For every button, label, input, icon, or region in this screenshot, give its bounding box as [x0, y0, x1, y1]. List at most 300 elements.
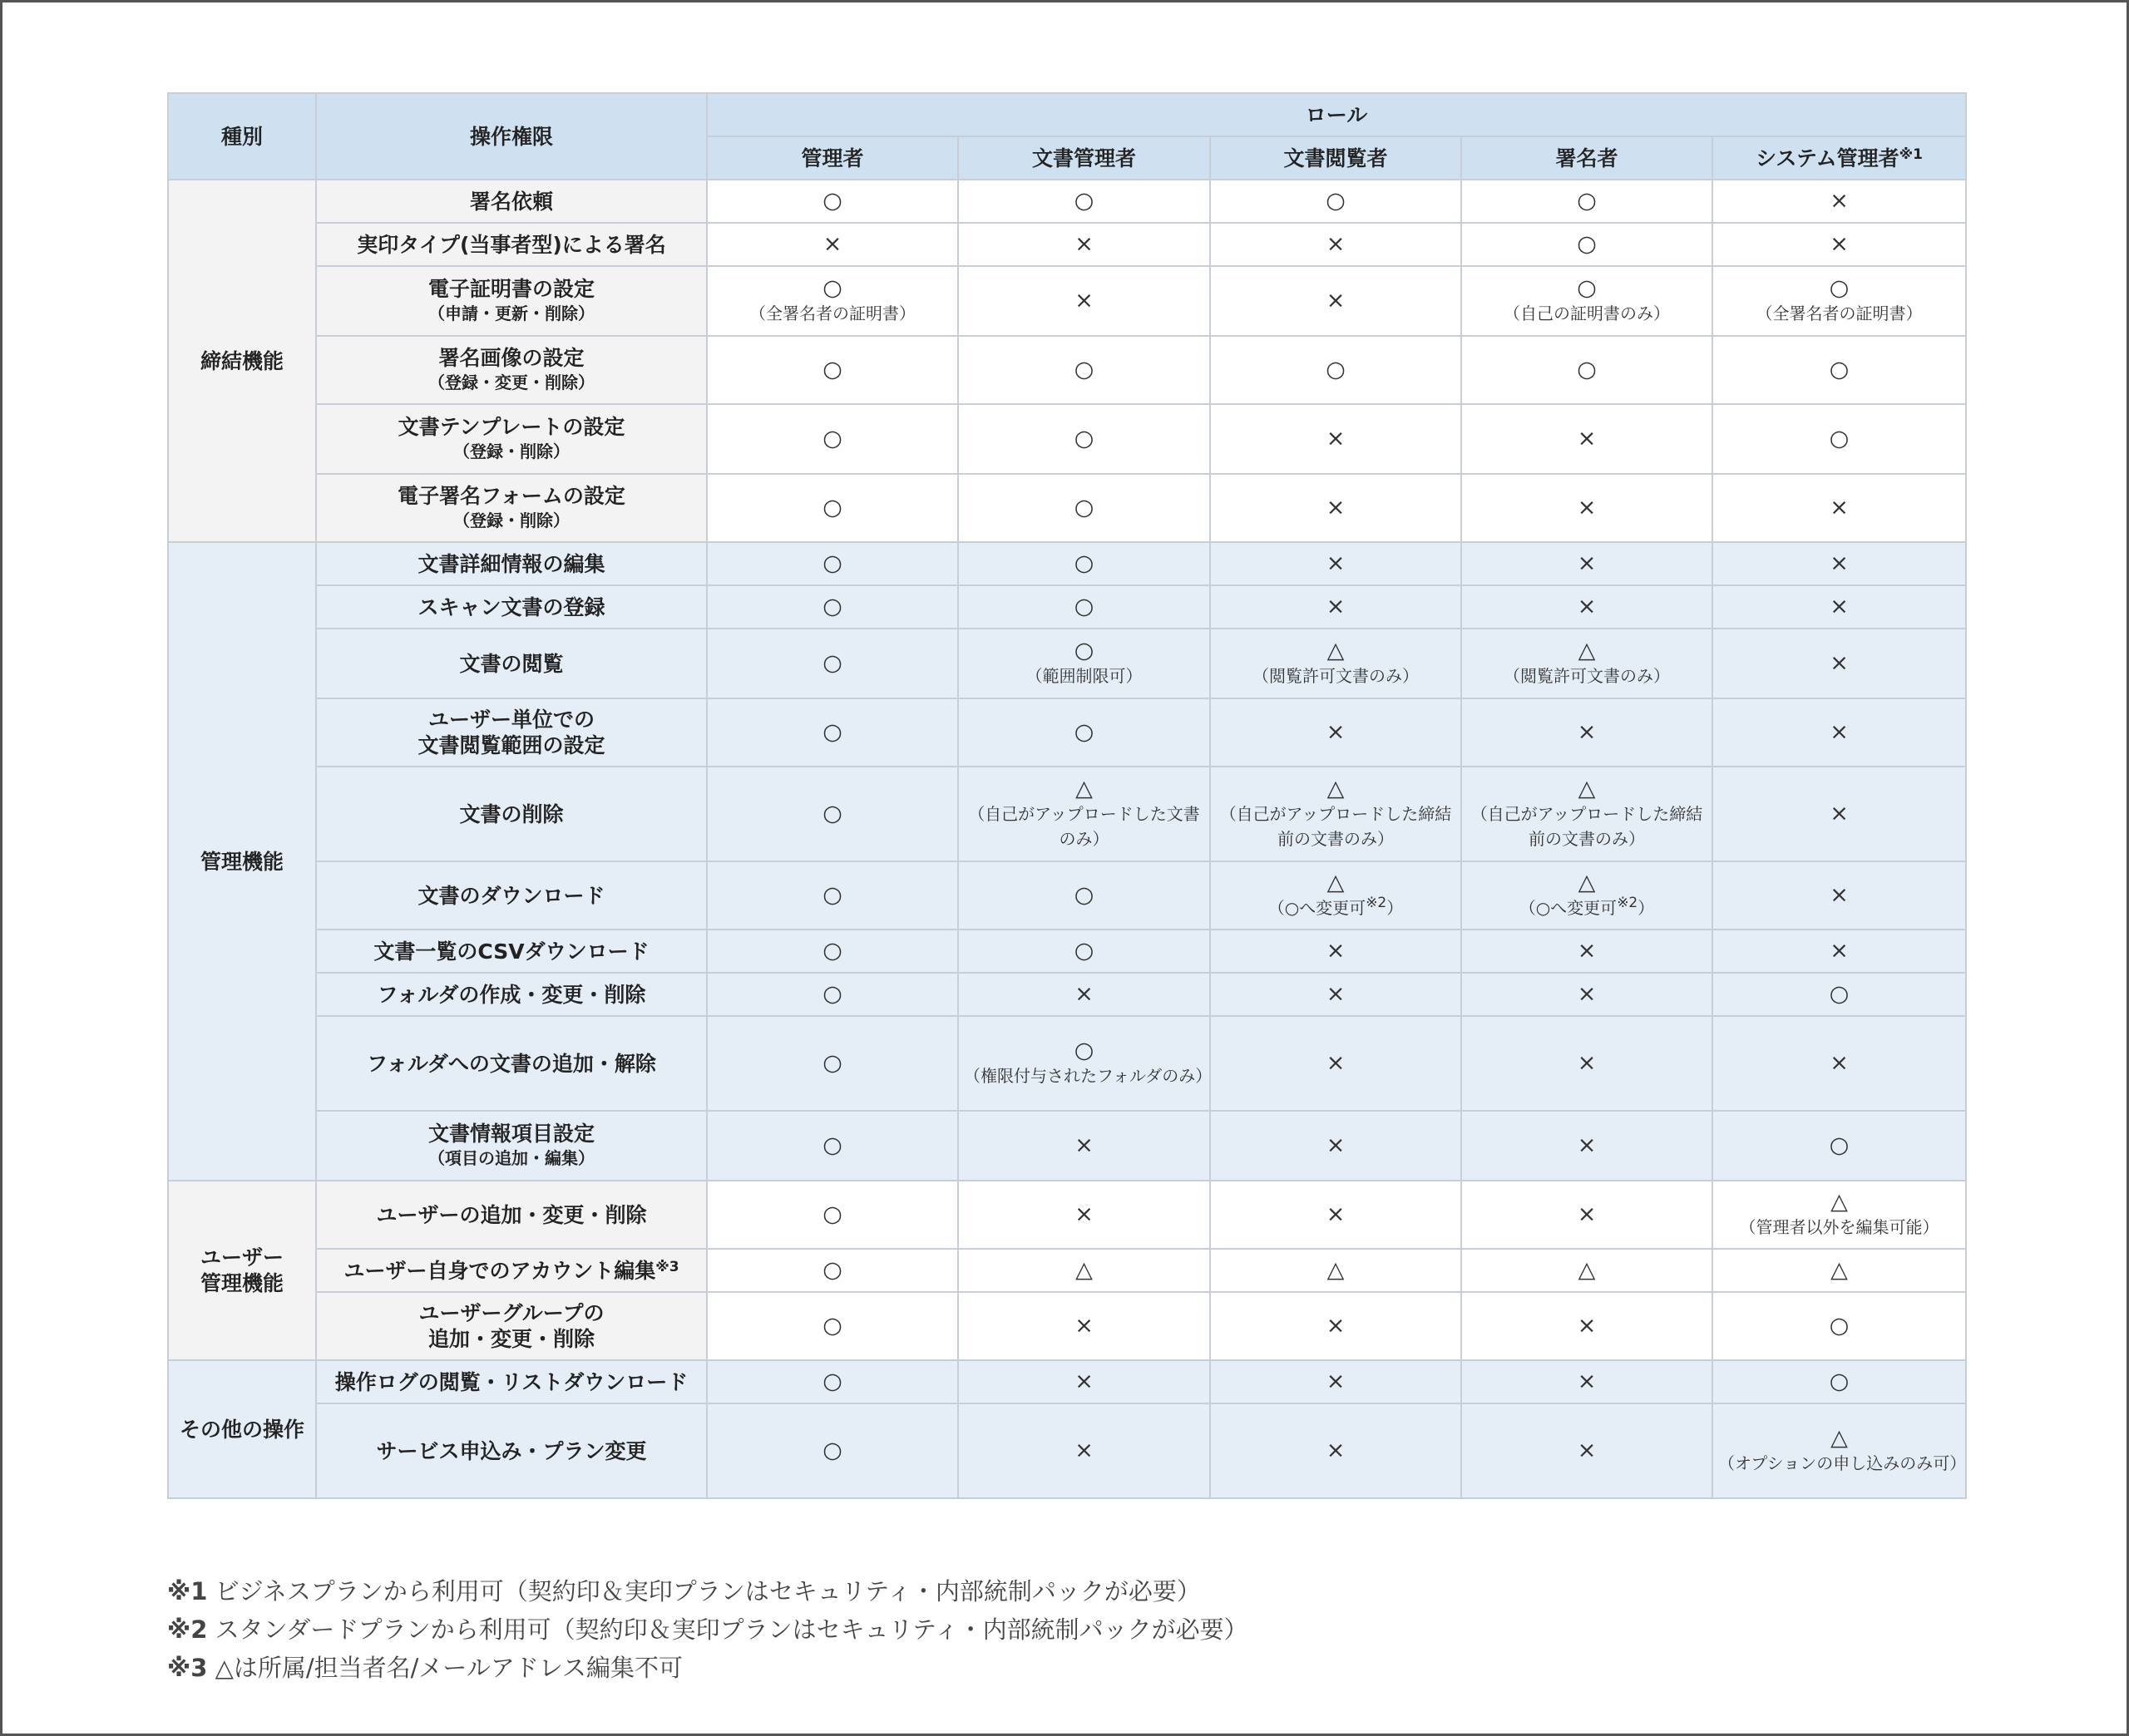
permission-cell: [707, 930, 958, 973]
permission-note: [964, 1063, 1213, 1088]
permission-symbol: ×: [1074, 288, 1094, 313]
permission-cell: [707, 698, 958, 767]
permission-cell: [958, 1403, 1210, 1498]
permission-symbol: ×: [1577, 426, 1597, 451]
permission-cell: [1461, 767, 1712, 861]
table-header: [168, 93, 1966, 180]
permission-note: [1216, 895, 1455, 920]
permission-cell: [958, 266, 1210, 336]
operation-label: ユーザーの追加・変更・削除: [376, 1202, 647, 1227]
permission-note: [1718, 1215, 1960, 1240]
permission-symbol: ×: [1577, 550, 1597, 576]
permission-note-text: （○へ変更可: [1519, 898, 1618, 918]
permission-symbol: ×: [1577, 938, 1597, 964]
footnote-mark: ※2: [167, 1615, 208, 1644]
permission-symbol: ○: [1074, 550, 1094, 576]
permission-cell: [1461, 266, 1712, 336]
permission-note-footnote-mark: ※2: [1617, 895, 1638, 911]
permission-symbol: ×: [1326, 231, 1346, 257]
permission-symbol: ○: [1074, 495, 1094, 520]
header-role: [958, 136, 1210, 180]
permission-symbol: ○: [1074, 882, 1094, 908]
permission-symbol: ×: [1577, 1313, 1597, 1339]
operation-label: 文書詳細情報の編集: [417, 551, 605, 576]
permission-symbol: ×: [1326, 1132, 1346, 1158]
permission-symbol: △: [1075, 776, 1093, 801]
header-category: 種別: [168, 93, 316, 180]
permission-cell: [1210, 336, 1461, 404]
table-row: [168, 474, 1966, 542]
permission-cell: [958, 474, 1210, 542]
permission-symbol: △: [1326, 776, 1345, 801]
permission-symbol: ×: [1326, 1313, 1346, 1339]
permission-cell: [958, 542, 1210, 585]
role-label: 文書閲覧者: [1283, 145, 1388, 170]
permission-symbol: ×: [1074, 1132, 1094, 1158]
permission-symbol: ○: [822, 882, 842, 908]
permission-symbol: ○: [822, 801, 842, 826]
operation-cell: [316, 930, 707, 973]
permission-note-end: ）: [1638, 898, 1655, 918]
operation-cell: [316, 767, 707, 861]
operation-label: フォルダの作成・変更・削除: [377, 982, 646, 1007]
permission-symbol: ×: [1326, 550, 1346, 576]
permission-cell: [1461, 180, 1712, 223]
permission-symbol: ○: [1829, 981, 1850, 1007]
permission-cell: [1461, 1403, 1712, 1498]
permission-cell: [1712, 930, 1966, 973]
permission-cell: [1461, 973, 1712, 1016]
role-label: 署名者: [1555, 145, 1618, 170]
permission-cell: [1461, 474, 1712, 542]
permission-symbol: ×: [1326, 981, 1346, 1007]
operation-sublabel: （申請・更新・削除）: [428, 303, 595, 323]
permission-symbol: ×: [1577, 981, 1597, 1007]
permission-symbol: ×: [1830, 719, 1849, 745]
permission-cell: [1210, 1360, 1461, 1403]
permission-note-text: （自己がアップロードした文書のみ）: [968, 804, 1200, 849]
table-row: [168, 223, 1966, 266]
permission-cell: [1210, 930, 1461, 973]
permission-symbol: ○: [1577, 275, 1597, 301]
permission-cell: [958, 973, 1210, 1016]
header-role: [1461, 136, 1712, 180]
permission-cell: [707, 1292, 958, 1360]
permission-note-text: （範囲制限可）: [1025, 666, 1143, 686]
permission-cell: [1712, 1360, 1966, 1403]
permission-cell: [1712, 861, 1966, 930]
permission-symbol: △: [1326, 638, 1345, 663]
permission-note-footnote-mark: ※2: [1366, 895, 1387, 911]
permission-symbol: ×: [1577, 1438, 1597, 1463]
permission-symbol: ×: [1577, 495, 1597, 520]
permission-symbol: ×: [1074, 1201, 1094, 1227]
permission-symbol: ×: [1074, 981, 1094, 1007]
permission-symbol: ×: [1577, 719, 1597, 745]
permission-cell: [1210, 973, 1461, 1016]
operation-label: 文書の閲覧: [459, 651, 564, 676]
permission-cell: [1461, 1181, 1712, 1249]
permission-cell: [1712, 266, 1966, 336]
permission-cell: [1461, 698, 1712, 767]
permission-cell: [958, 1111, 1210, 1181]
permission-symbol: ○: [1829, 1369, 1850, 1394]
permission-cell: [1210, 266, 1461, 336]
operation-sublabel: （項目の追加・編集）: [428, 1148, 595, 1168]
permission-symbol: ○: [822, 426, 842, 451]
table-row: [168, 1249, 1966, 1292]
category-label: 締結機能: [200, 348, 284, 373]
category-label: ユーザー 管理機能: [200, 1245, 284, 1295]
permission-symbol: ○: [1829, 1132, 1850, 1158]
permission-cell: [1461, 1016, 1712, 1111]
permission-cell: [958, 1292, 1210, 1360]
permission-symbol: ○: [822, 1050, 842, 1076]
operation-label: ユーザーグループの 追加・変更・削除: [418, 1301, 605, 1351]
operation-label: 電子署名フォームの設定: [398, 484, 625, 508]
footnote-item: [167, 1610, 1248, 1649]
permission-cell: [1712, 585, 1966, 629]
permission-cell: [707, 474, 958, 542]
permission-symbol: ×: [1577, 1201, 1597, 1227]
operation-cell: [316, 1292, 707, 1360]
permission-note-text: （オプションの申し込みのみ可）: [1718, 1453, 1967, 1473]
operation-label: ユーザー単位での 文書閲覧範囲の設定: [417, 708, 605, 757]
permission-symbol: ×: [1830, 231, 1849, 257]
operation-label: 文書の削除: [459, 801, 564, 826]
permission-cell: [958, 698, 1210, 767]
permission-symbol: ○: [822, 1438, 842, 1463]
permission-note-text: （全署名者の証明書）: [1756, 303, 1923, 323]
table-row: [168, 629, 1966, 698]
permission-cell: [958, 180, 1210, 223]
permission-cell: [1210, 404, 1461, 474]
permission-cell: [1210, 1181, 1461, 1249]
permission-note: [1467, 301, 1707, 326]
permission-cell: [1461, 1111, 1712, 1181]
permission-cell: [1461, 1292, 1712, 1360]
table-row: [168, 336, 1966, 404]
permission-symbol: △: [1578, 1257, 1596, 1283]
permission-symbol: ×: [1830, 550, 1849, 576]
permission-symbol: ○: [1829, 357, 1850, 382]
permission-cell: [1712, 474, 1966, 542]
permission-note-text: （自己がアップロードした締結前の文書のみ）: [1470, 804, 1703, 849]
footnote-item: [167, 1572, 1248, 1610]
permission-symbol: △: [1578, 776, 1596, 801]
footnotes: [167, 1572, 1248, 1687]
operation-cell: [316, 1181, 707, 1249]
permission-cell: [1712, 973, 1966, 1016]
table-row: [168, 698, 1966, 767]
permission-cell: [1712, 1292, 1966, 1360]
permission-symbol: ○: [822, 550, 842, 576]
operation-label: ユーザー自身でのアカウント編集: [343, 1258, 656, 1283]
category-cell: [168, 1181, 316, 1360]
permission-cell: [1461, 223, 1712, 266]
header-role: [1712, 136, 1966, 180]
permission-symbol: ×: [1074, 1369, 1094, 1394]
permission-cell: [958, 861, 1210, 930]
permission-cell: [1210, 629, 1461, 698]
role-label: 管理者: [801, 145, 864, 170]
operation-label: フォルダへの文書の追加・解除: [367, 1051, 656, 1076]
permission-symbol: ×: [1326, 1438, 1346, 1463]
permission-symbol: ×: [1326, 288, 1346, 313]
permission-note: [1467, 801, 1707, 851]
permission-cell: [1712, 542, 1966, 585]
permission-symbol: ○: [1074, 719, 1094, 745]
permission-cell: [1210, 223, 1461, 266]
permission-symbol: ○: [1326, 357, 1346, 382]
permission-cell: [1712, 629, 1966, 698]
permission-cell: [958, 223, 1210, 266]
permission-cell: [958, 585, 1210, 629]
permission-symbol: ×: [1830, 594, 1849, 619]
permission-symbol: ×: [1577, 1369, 1597, 1394]
permission-cell: [707, 180, 958, 223]
permission-symbol: ×: [1830, 1050, 1849, 1076]
permission-cell: [1210, 861, 1461, 930]
permission-symbol: ○: [822, 1257, 842, 1283]
header-role-group: ロール: [707, 93, 1966, 136]
permission-note: [964, 663, 1204, 688]
permission-cell: [1461, 629, 1712, 698]
table-row: [168, 585, 1966, 629]
permission-cell: [958, 767, 1210, 861]
table-row: [168, 1292, 1966, 1360]
permission-cell: [707, 629, 958, 698]
permission-note-text: （自己の証明書のみ）: [1504, 303, 1670, 323]
permission-symbol: ○: [1074, 1038, 1094, 1063]
table-row: [168, 767, 1966, 861]
permission-note-text: （全署名者の証明書）: [749, 303, 916, 323]
permission-cell: [958, 1249, 1210, 1292]
permission-symbol: △: [1075, 1257, 1093, 1283]
permission-symbol: ×: [1326, 495, 1346, 520]
permission-cell: [1210, 1016, 1461, 1111]
permission-cell: [1210, 474, 1461, 542]
table-body: [168, 180, 1966, 1498]
permission-symbol: ○: [1577, 231, 1597, 257]
permission-symbol: ○: [1074, 638, 1094, 663]
operation-label: 実印タイプ(当事者型)による署名: [357, 232, 666, 257]
header-operation: 操作権限: [316, 93, 707, 180]
operation-label: 文書一覧のCSVダウンロード: [373, 939, 650, 964]
operation-label: サービス申込み・プラン変更: [376, 1438, 647, 1463]
operation-cell: [316, 973, 707, 1016]
permission-symbol: ○: [1829, 426, 1850, 451]
permission-symbol: ○: [822, 1132, 842, 1158]
operation-cell: [316, 474, 707, 542]
table-row: [168, 404, 1966, 474]
header-role: [707, 136, 958, 180]
role-label: 文書管理者: [1031, 145, 1136, 170]
operation-cell: [316, 585, 707, 629]
permission-symbol: ×: [1577, 1132, 1597, 1158]
permission-symbol: ×: [1830, 882, 1849, 908]
footnote-text: △は所属/担当者名/メールアドレス編集不可: [207, 1654, 683, 1682]
permission-note: [1718, 301, 1960, 326]
operation-cell: [316, 698, 707, 767]
permission-symbol: ×: [1074, 231, 1094, 257]
permission-cell: [1712, 1111, 1966, 1181]
footnote-text: ビジネスプランから利用可（契約印＆実印プランはセキュリティ・内部統制パックが必要）: [207, 1577, 1201, 1605]
table-row: [168, 861, 1966, 930]
permission-cell: [707, 1249, 958, 1292]
permission-symbol: ×: [1326, 1369, 1346, 1394]
operation-cell: [316, 629, 707, 698]
permission-cell: [707, 266, 958, 336]
permission-note-text: （閲覧許可文書のみ）: [1504, 666, 1670, 686]
operation-label: 文書のダウンロード: [417, 883, 605, 908]
permission-symbol: ×: [1830, 188, 1849, 214]
permission-cell: [1461, 861, 1712, 930]
permission-symbol: ○: [822, 938, 842, 964]
permission-symbol: ○: [1829, 275, 1850, 301]
table-row: [168, 1111, 1966, 1181]
category-cell: [168, 542, 316, 1181]
permission-cell: [1461, 930, 1712, 973]
permission-cell: [707, 861, 958, 930]
permission-symbol: ×: [1326, 938, 1346, 964]
operation-cell: [316, 180, 707, 223]
permission-cell: [1461, 1249, 1712, 1292]
permission-symbol: △: [1830, 1189, 1848, 1215]
role-label: システム管理者: [1756, 145, 1899, 170]
permission-note: [1467, 663, 1707, 688]
permission-symbol: ○: [822, 719, 842, 745]
permission-symbol: ×: [1074, 1438, 1094, 1463]
permission-symbol: ×: [1830, 938, 1849, 964]
permission-cell: [1210, 1249, 1461, 1292]
permission-note-text: （権限付与されたフォルダのみ）: [964, 1066, 1213, 1086]
table-row: [168, 1016, 1966, 1111]
operation-sublabel: （登録・変更・削除）: [428, 372, 595, 392]
permission-cell: [1712, 223, 1966, 266]
permission-cell: [958, 930, 1210, 973]
operation-footnote-mark: ※3: [655, 1258, 679, 1275]
permission-symbol: △: [1830, 1257, 1848, 1283]
category-cell: [168, 180, 316, 542]
operation-cell: [316, 1249, 707, 1292]
operation-label: 署名画像の設定: [438, 346, 585, 370]
permission-cell: [707, 1403, 958, 1498]
permission-symbol: ×: [1577, 594, 1597, 619]
permission-note-end: ）: [1386, 898, 1404, 918]
permission-symbol: ○: [1074, 426, 1094, 451]
table-row: [168, 973, 1966, 1016]
permission-symbol: ×: [1830, 495, 1849, 520]
operation-cell: [316, 542, 707, 585]
table-row: [168, 1360, 1966, 1403]
permission-symbol: ○: [1074, 594, 1094, 619]
permission-cell: [1210, 1292, 1461, 1360]
permission-note: [1216, 663, 1455, 688]
table-row: [168, 930, 1966, 973]
permission-cell: [1461, 585, 1712, 629]
permission-symbol: ○: [822, 357, 842, 382]
permission-symbol: ○: [822, 650, 842, 676]
permission-symbol: △: [1326, 870, 1345, 895]
permission-cell: [1210, 767, 1461, 861]
permission-cell: [1210, 542, 1461, 585]
footnote-text: スタンダードプランから利用可（契約印＆実印プランはセキュリティ・内部統制パックが必要）: [207, 1615, 1248, 1644]
permission-cell: [1712, 1181, 1966, 1249]
permission-cell: [707, 404, 958, 474]
permission-cell: [707, 223, 958, 266]
permission-symbol: ×: [1326, 1050, 1346, 1076]
permission-cell: [1210, 1111, 1461, 1181]
operation-sublabel: （登録・削除）: [453, 510, 570, 530]
permission-cell: [1712, 767, 1966, 861]
permission-symbol: ×: [1326, 719, 1346, 745]
permission-note: [964, 801, 1204, 851]
permission-symbol: ×: [1577, 1050, 1597, 1076]
permission-cell: [1712, 336, 1966, 404]
operation-label: 操作ログの閲覧・リストダウンロード: [334, 1369, 689, 1394]
table-row: [168, 180, 1966, 223]
permission-cell: [707, 1111, 958, 1181]
permission-cell: [1712, 404, 1966, 474]
permission-cell: [1210, 180, 1461, 223]
permission-symbol: ○: [822, 1369, 842, 1394]
permission-cell: [958, 336, 1210, 404]
permission-note-text: （自己がアップロードした締結前の文書のみ）: [1219, 804, 1452, 849]
footnote-mark: ※1: [167, 1577, 208, 1605]
permission-symbol: ×: [1326, 426, 1346, 451]
permission-symbol: ○: [822, 594, 842, 619]
permission-symbol: ○: [1074, 188, 1094, 214]
permission-cell: [958, 629, 1210, 698]
permission-cell: [707, 585, 958, 629]
operation-cell: [316, 861, 707, 930]
role-footnote-mark: ※1: [1899, 145, 1923, 163]
permission-cell: [1712, 698, 1966, 767]
operation-sublabel: （登録・削除）: [453, 441, 570, 461]
permission-cell: [958, 1016, 1213, 1111]
permission-symbol: ○: [822, 275, 842, 301]
permission-cell: [707, 336, 958, 404]
permission-cell: [1210, 698, 1461, 767]
permission-cell: [958, 404, 1210, 474]
operation-cell: [316, 1403, 707, 1498]
permission-cell: [1712, 1403, 1966, 1498]
permission-cell: [1461, 404, 1712, 474]
permission-symbol: ×: [1074, 1313, 1094, 1339]
permission-symbol: ○: [822, 981, 842, 1007]
permission-symbol: ○: [822, 1201, 842, 1227]
permission-symbol: ×: [1830, 801, 1849, 826]
footnote-mark: ※3: [167, 1654, 208, 1682]
operation-cell: [316, 266, 707, 336]
operation-cell: [316, 1016, 707, 1111]
permission-cell: [707, 542, 958, 585]
permission-cell: [1712, 1016, 1966, 1111]
permission-symbol: △: [1578, 638, 1596, 663]
permission-cell: [1210, 1403, 1461, 1498]
permission-cell: [1461, 1360, 1712, 1403]
permission-symbol: ○: [1829, 1313, 1850, 1339]
operation-cell: [316, 1360, 707, 1403]
table-row: [168, 1403, 1966, 1498]
permission-cell: [958, 1181, 1210, 1249]
permission-symbol: △: [1578, 870, 1596, 895]
permission-symbol: ○: [1326, 188, 1346, 214]
permission-note-text: （管理者以外を編集可能）: [1739, 1217, 1939, 1237]
permission-symbol: ○: [1074, 938, 1094, 964]
operation-cell: [316, 404, 707, 474]
